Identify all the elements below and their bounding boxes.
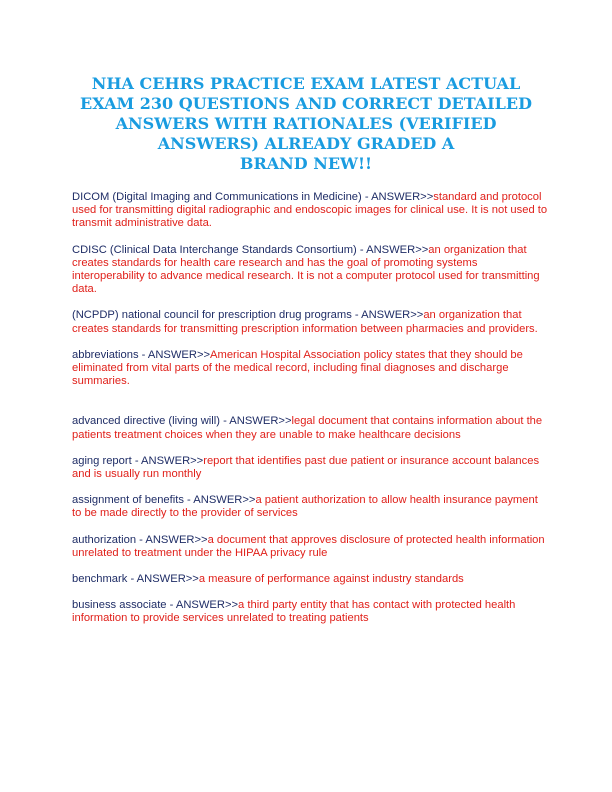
entry-term: business associate — [72, 599, 167, 612]
entry-term: abbreviations — [72, 348, 139, 361]
answer-separator: - ANSWER>> — [127, 573, 199, 586]
answer-separator: - ANSWER>> — [183, 494, 256, 507]
glossary-entry — [72, 349, 548, 389]
entry-definition: American Hospital Association policy states that they should be eliminated from vital parts of the medical record, including final diagnoses and discharge summaries. — [72, 348, 523, 388]
glossary-entry — [72, 309, 548, 335]
title-line: NHA CEHRS PRACTICE EXAM LATEST ACTUAL — [91, 74, 521, 93]
entry-term: benchmark — [72, 573, 128, 586]
glossary-entry — [72, 455, 548, 481]
glossary-entry — [72, 573, 548, 586]
title-line: ANSWERS WITH RATIONALES (VERIFIED — [115, 114, 497, 133]
glossary-entry — [72, 191, 548, 231]
entry-term: CDISC (Clinical Data Interchange Standards Consortium) — [72, 243, 357, 256]
answer-separator: - ANSWER>> — [361, 191, 434, 203]
answer-separator: - ANSWER>> — [219, 415, 292, 428]
entry-term: advanced directive (living will) — [72, 415, 220, 428]
answer-separator: - ANSWER>> — [131, 454, 204, 467]
entry-definition: a measure of performance against industry standards — [198, 573, 464, 586]
entry-definition: standard and protocol used for transmitting digital radiographic and endoscopic images for clinical use. It is not used to transmit administrative data. — [72, 191, 548, 230]
title-line: ANSWERS) ALREADY GRADED A — [157, 134, 455, 153]
glossary-entry — [72, 599, 548, 625]
glossary-entry — [72, 415, 548, 441]
entry-term: assignment of benefits — [72, 494, 184, 507]
entry-term: DICOM (Digital Imaging and Communications in Medicine) — [72, 191, 362, 203]
title-line: EXAM 230 QUESTIONS AND CORRECT DETAILED — [80, 94, 532, 113]
glossary-entry — [72, 244, 548, 297]
entry-definition: a third party entity that has contact with protected health information to provide services unrelated to treating patients — [72, 599, 516, 625]
glossary-entries — [72, 191, 548, 626]
answer-separator: - ANSWER>> — [356, 243, 429, 256]
entry-definition: an organization that creates standards for transmitting prescription information between pharmacies and providers. — [72, 309, 538, 335]
answer-separator: - ANSWER>> — [138, 348, 211, 361]
entry-definition: a document that approves disclosure of protected health information unrelated to treatment under the HIPAA privacy rule — [72, 533, 545, 559]
entry-definition: a patient authorization to allow health insurance payment to be made directly to the provider of services — [72, 494, 538, 520]
entry-term: aging report — [72, 454, 132, 467]
entry-term: authorization — [72, 533, 137, 546]
answer-separator: - ANSWER>> — [351, 309, 424, 322]
glossary-entry — [72, 494, 548, 520]
title-line: BRAND NEW!! — [239, 154, 373, 173]
answer-separator: - ANSWER>> — [136, 533, 208, 546]
entry-definition: an organization that creates standards for health care research and has the goal of promoting systems interoperability to advance medical research. It is not a computer protocol used for transmitting data. — [72, 243, 540, 296]
answer-separator: - ANSWER>> — [166, 599, 239, 612]
entry-term: (NCPDP) national council for prescription drug programs — [72, 309, 352, 322]
entry-definition: legal document that contains information about the patients treatment choices when they are unable to make healthcare decisions — [72, 415, 543, 441]
document-title — [60, 74, 552, 174]
entry-definition: report that identifies past due patient or insurance account balances and is usually run monthly — [72, 454, 540, 481]
glossary-entry — [72, 534, 548, 560]
